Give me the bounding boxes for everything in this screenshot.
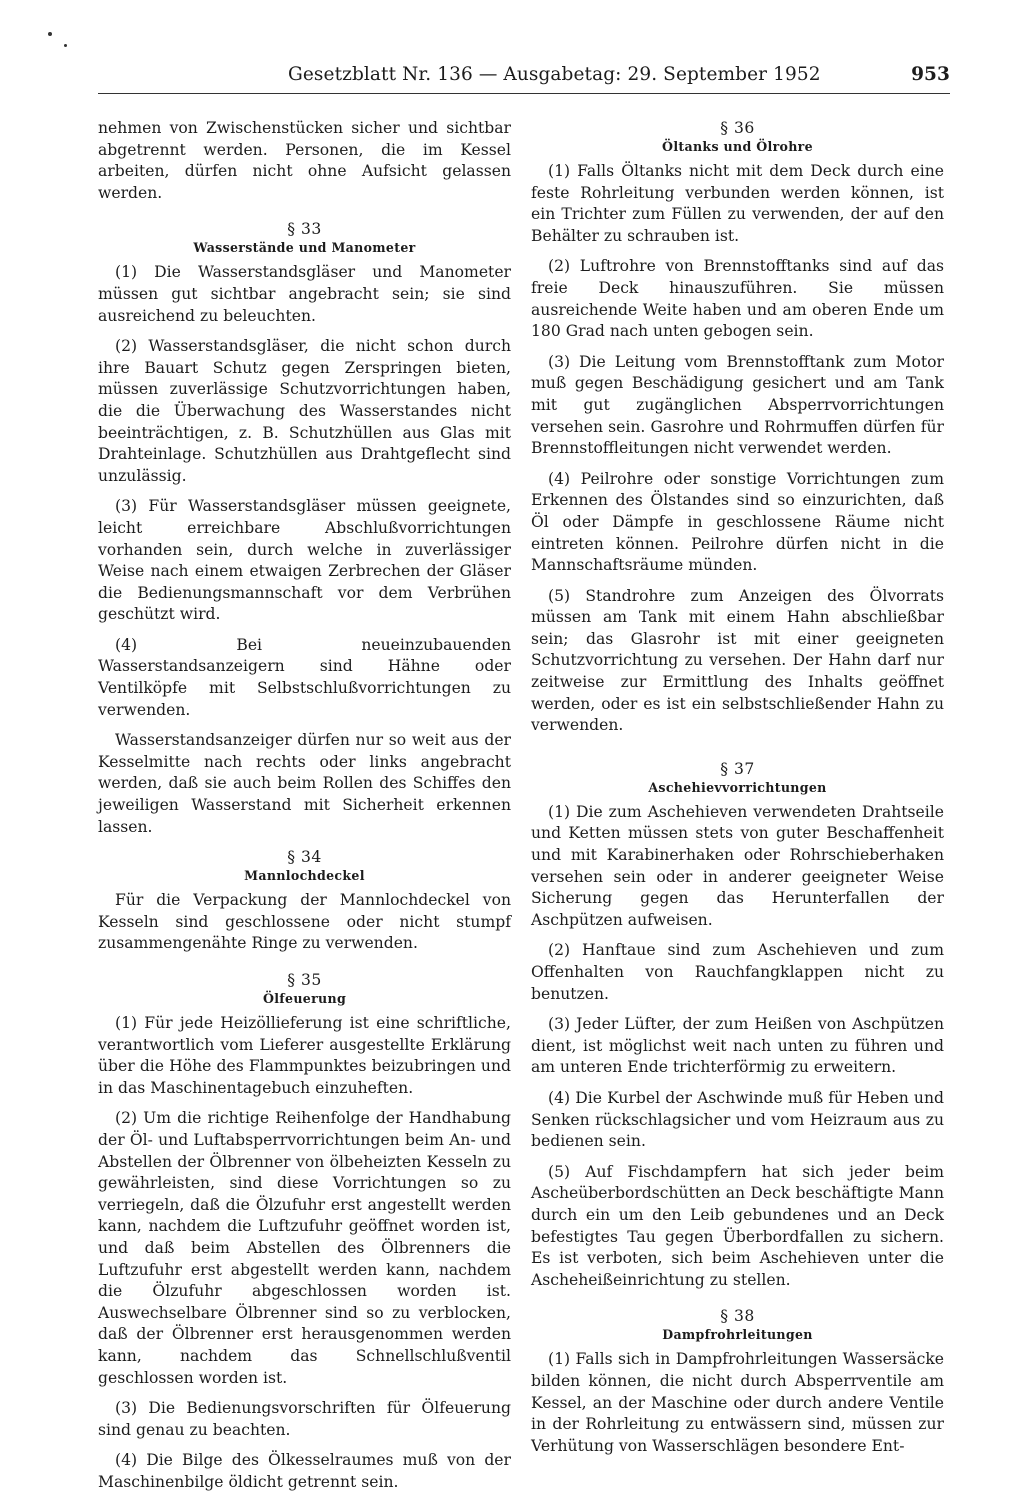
paragraph: Wasserstandsanzeiger dürfen nur so weit aus der Kesselmitte nach rechts oder links angebracht werden, daß sie auch beim Rollen des Schiffes den jeweiligen Wasserstand mit Sicherheit erkennen lassen. xyxy=(98,731,511,836)
section-33-heading xyxy=(98,219,511,256)
paragraph: (2) Wasserstandsgläser, die nicht schon durch ihre Bauart Schutz gegen Zerspringen bieten, müssen zuverlässige Schutzvorrichtungen haben, die die Überwachung des Wasserstandes nicht beeinträchtigen, z. B. Schutzhüllen aus Glas mit Drahteinlage. Schutzhüllen aus Drahtgeflecht sind unzulässig. xyxy=(98,337,511,485)
section-number: § 33 xyxy=(287,220,322,239)
section-34-heading xyxy=(98,847,511,884)
paragraph: (2) Hanftaue sind zum Aschehieven und zum Offenhalten von Rauchfangklappen nicht zu benutzen. xyxy=(531,941,944,1003)
paragraph: (1) Die zum Aschehieven verwendeten Drahtseile und Ketten müssen stets von guter Beschaffenheit und mit Karabinerhaken oder Rohrschieberhaken versehen sein oder in anderer geeigneter Weise Sicherung gegen das Herunterfallen der Aschpützen aufweisen. xyxy=(531,802,944,929)
header-rule xyxy=(98,93,950,94)
scan-speck xyxy=(64,44,67,47)
paragraph: (1) Für jede Heizöllieferung ist eine schriftliche, verantwortlich vom Lieferer ausgestellte Erklärung über die Höhe des Flammpunktes beizubringen und in das Maschinentagebuch einzuheften. xyxy=(98,1014,511,1097)
section-number: § 34 xyxy=(287,848,322,867)
section-title: Mannlochdeckel xyxy=(244,868,365,884)
section-number: § 36 xyxy=(720,119,755,137)
paragraph: nehmen von Zwischenstücken sicher und sichtbar abgetrennt werden. Personen, die im Kessel arbeiten, dürfen nicht ohne Aufsicht gelassen werden. xyxy=(98,119,511,202)
paragraph: (3) Die Leitung vom Brennstofftank zum Motor muß gegen Beschädigung gesichert und am Tank mit gut zugänglichen Absperrvorrichtungen versehen sein. Gasrohre und Rohrmuffen dürfen für Brennstoffleitungen nicht verwendet werden. xyxy=(531,352,944,458)
section-title: Dampfrohrleitungen xyxy=(662,1327,813,1343)
section-36-heading xyxy=(531,118,944,155)
right-column xyxy=(531,118,944,1457)
section-37-heading xyxy=(531,759,944,796)
paragraph: (2) Luftrohre von Brennstofftanks sind auf das freie Deck hinauszuführen. Sie müssen ausreichende Weite haben und am oberen Ende um 180 Grad nach unten gebogen sein. xyxy=(531,257,944,341)
paragraph: (4) Die Kurbel der Aschwinde muß für Heben und Senken rückschlagsicher und vom Heizraum aus zu bedienen sein. xyxy=(531,1088,944,1151)
scan-speck xyxy=(48,32,52,36)
section-number: § 37 xyxy=(720,759,755,778)
paragraph: (4) Bei neueinzubauenden Wasserstandsanzeigern sind Hähne oder Ventilköpfe mit Selbstschlußvorrichtungen zu verwenden. xyxy=(98,635,511,719)
paragraph: (1) Falls sich in Dampfrohrleitungen Wassersäcke bilden können, die nicht durch Absperrventile am Kessel, an der Maschine oder durch andere Ventile in der Rohrleitung zu entwässern sind, müssen zur Verhütung von Wasserschlägen besondere Ent- xyxy=(531,1350,944,1455)
left-column xyxy=(98,118,511,1493)
section-title: Öltanks und Ölrohre xyxy=(662,139,813,154)
header-title: Gesetzblatt Nr. 136 — Ausgabetag: 29. September 1952 xyxy=(288,64,821,85)
paragraph: (3) Die Bedienungsvorschriften für Ölfeuerung sind genau zu beachten. xyxy=(98,1399,511,1439)
paragraph: Für die Verpackung der Mannlochdeckel von Kesseln sind geschlossene oder nicht stumpf zusammengenähte Ringe zu verwenden. xyxy=(98,891,511,953)
section-title: Wasserstände und Manometer xyxy=(193,240,416,256)
paragraph: (4) Peilrohre oder sonstige Vorrichtungen zum Erkennen des Ölstandes sind so einzurichten, daß Öl oder Dämpfe in geschlossene Räume nicht eintreten können. Peilrohre dürfen nicht in die Mannschaftsräume münden. xyxy=(531,469,944,575)
paragraph: (5) Auf Fischdampfern hat sich jeder beim Ascheüberbordschütten an Deck beschäftigte Mann durch ein um den Leib gebundenes und an Deck befestigtes Tau gegen Überbordfallen zu sichern. Es ist verboten, sich beim Aschehieven unter die Ascheheißeinrichtung zu stellen. xyxy=(531,1162,944,1289)
paragraph: (3) Jeder Lüfter, der zum Heißen von Aschpützen dient, ist möglichst weit nach unten zu führen und am unteren Ende trichterförmig zu erweitern. xyxy=(531,1015,944,1077)
paragraph: (4) Die Bilge des Ölkesselraumes muß von der Maschinenbilge öldicht getrennt sein. xyxy=(98,1451,511,1491)
section-title: Ölfeuerung xyxy=(262,991,347,1006)
paragraph: (3) Für Wasserstandsgläser müssen geeignete, leicht erreichbare Abschlußvorrichtungen vorhanden sein, durch welche in zuverlässiger Weise nach einem etwaigen Zerbrechen der Gläser die Bedienungsmannschaft vor dem Verbrühen geschützt wird. xyxy=(98,497,511,624)
paragraph: (1) Die Wasserstandsgläser und Manometer müssen gut sichtbar angebracht sein; sie sind ausreichend zu beleuchten. xyxy=(98,263,511,325)
paragraph: (1) Falls Öltanks nicht mit dem Deck durch eine feste Rohrleitung verbunden werden können, ist ein Trichter zum Füllen zu verwenden, der auf den Behälter zu schrauben ist. xyxy=(531,162,944,245)
paragraph: (5) Standrohre zum Anzeigen des Ölvorrats müssen am Tank mit einem Hahn abschließbar sein; das Glasrohr ist mit einer geeigneten Schutzvorrichtung zu versehen. Der Hahn darf nur zeitweise zur Ermittlung des Inhalts geöffnet werden, oder es ist ein selbstschließender Hahn zu verwenden. xyxy=(531,586,944,735)
paragraph: (2) Um die richtige Reihenfolge der Handhabung der Öl- und Luftabsperrvorrichtungen beim An- und Abstellen der Ölbrenner von ölbeheizten Kesseln zu gewährleisten, sind diese Vorrichtungen so zu verriegeln, daß die Ölzufuhr erst angestellt werden kann, nachdem die Luftzufuhr geöffnet worden ist, und daß beim Abstellen des Ölbrenners die Luftzufuhr erst abgestellt werden kann, nachdem die Ölzufuhr abgeschlossen worden ist. Auswechselbare Ölbrenner sind so zu verblocken, daß der Ölbrenner erst herausgenommen werden kann, nachdem das Schnellschlußventil geschlossen worden ist. xyxy=(98,1109,511,1387)
section-38-heading xyxy=(531,1306,944,1343)
section-number: § 35 xyxy=(287,971,322,989)
section-title: Aschehievvorrichtungen xyxy=(648,779,827,795)
page-header xyxy=(98,64,950,90)
page-number: 953 xyxy=(911,64,950,85)
section-35-heading xyxy=(98,970,511,1007)
section-number: § 38 xyxy=(720,1307,755,1326)
